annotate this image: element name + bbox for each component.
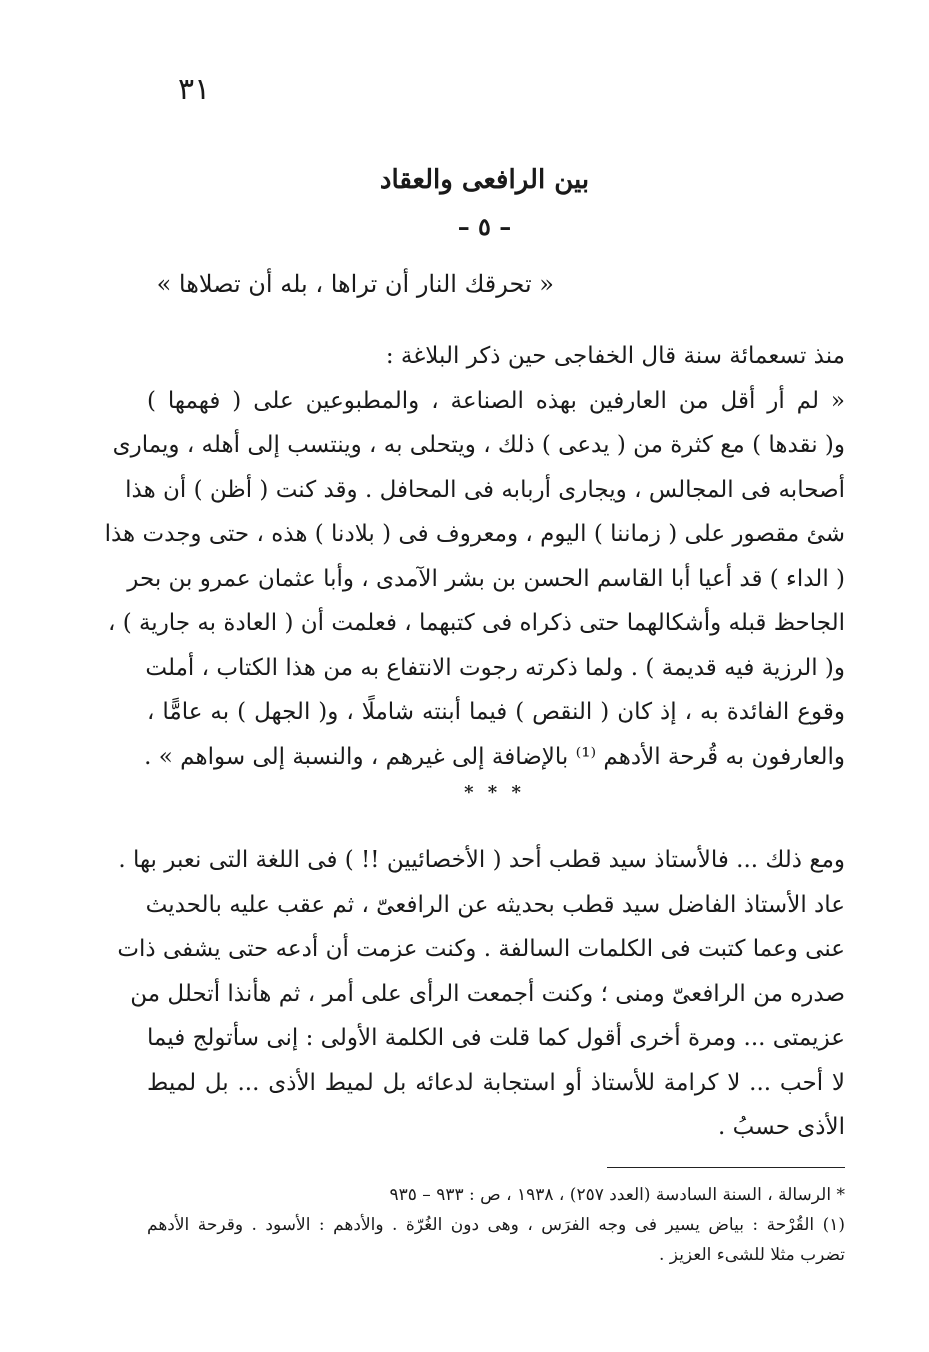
body-paragraph: [117, 838, 845, 1150]
text-line: منذ تسعمائة سنة قال الخفاجى حين ذكر البلاغة :: [385, 343, 845, 369]
text-line: ومع ذلك ... فالأستاذ سيد قطب أحد ( الأخصائيين !! ) فى اللغة التى نعبر بها .: [118, 847, 845, 873]
part-number: – ٥ –: [457, 212, 512, 241]
text-line: وقوع الفائدة به ، إذ كان ( النقص ) فيما أبنته شاملًا ، و( الجهل ) به عامًّا ،: [147, 699, 845, 725]
text-line: لا أحب ... لا كرامة للأستاذ أو استجابة لدعائه بل لميط الأذى ... بل لميط: [147, 1069, 845, 1096]
footnote-1: (١) القُرْحة : بياض يسير فى وجه الفرَس ، وهى دون الغُرّة . والأدهم : الأسود . وقرحة الأدهم: [147, 1215, 845, 1235]
text-line: عاد الأستاذ الفاضل سيد قطب بحديثه عن الرافعىّ ، ثم عقب عليه بالحديث: [145, 891, 845, 918]
page-number: ٣١: [178, 72, 211, 107]
footnote-1-continued: تضرب مثلا للشىء العزيز .: [659, 1245, 845, 1265]
section-separator: * * *: [464, 782, 525, 803]
text-line: و( الرزية فيه قديمة ) . ولما ذكرته رجوت الانتفاع به من هذا الكتاب ، أملت: [145, 654, 845, 681]
quotation-paragraph: [104, 334, 845, 779]
footnote-source: * الرسالة ، السنة السادسة (العدد ٢٥٧) ، ١٩٣٨ ، ص : ٩٣٣ – ٩٣٥: [389, 1185, 845, 1205]
epigraph: « تحرقك النار أن تراها ، بله أن تصلاها »: [156, 270, 554, 298]
text-line: أصحابه فى المجالس ، ويجارى أربابه فى المحافل . وقد كنت ( أظن ) أن هذا: [125, 476, 845, 503]
text-line: شئ مقصور على ( زماننا ) اليوم ، ومعروف فى ( بلادنا ) هذه ، حتى وجدت هذا: [104, 521, 845, 547]
text-line: عنى وعما كتبت فى الكلمات السالفة . وكنت عزمت أن أدعه حتى يشفى ذات: [117, 936, 845, 962]
text-line: والعارفون به قُرحة الأدهم ⁽¹⁾ بالإضافة إلى غيرهم ، والنسبة إلى سواهم » .: [144, 743, 845, 770]
text-line: الجاحظ قبله وأشكالهما حتى ذكراه فى كتبهما ، فعلمت أن ( العادة به جارية ) ،: [107, 610, 845, 636]
footnote-divider: [607, 1167, 845, 1168]
text-line: و( نقدها ) مع كثرة من ( يدعى ) ذلك ، ويتحلى به ، وينتسب إلى أهله ، ويمارى: [112, 432, 845, 458]
text-line: « لم أر أقل من العارفين بهذه الصناعة ، والمطبوعين على ( فهمها ): [147, 387, 845, 414]
text-line: عزيمتى ... ومرة أخرى أقول كما قلت فى الكلمة الأولى : إنى سأتولج فيما: [147, 1025, 845, 1051]
text-line: الأذى حسبُ .: [717, 1114, 845, 1140]
text-line: ( الداء ) قد أعيا أبا القاسم الحسن بن بشر الآمدى ، وأبا عثمان عمرو بن بحر: [127, 565, 845, 592]
chapter-title: بين الرافعى والعقاد: [379, 165, 590, 195]
text-line: صدره من الرافعىّ ومنى ؛ وكنت أجمعت الرأى على أمر ، ثم هأنذا أتحلل من: [130, 980, 845, 1007]
footnotes: [147, 1180, 845, 1270]
